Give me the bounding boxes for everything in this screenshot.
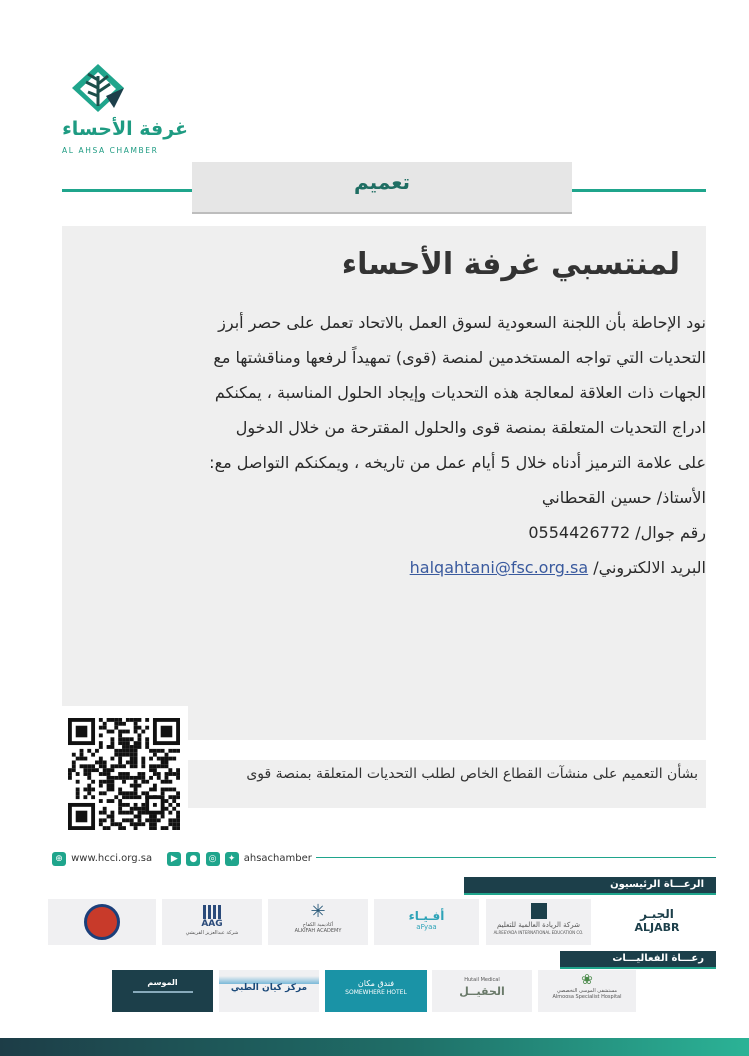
phone-number: 0554426772 [528,523,631,542]
event-sponsors-title: رعـــاة الفعاليـــات [560,951,716,967]
chamber-logo [56,62,196,162]
contact-strip [52,848,322,866]
sponsor-logo: الجبـر ALJABR [598,899,716,945]
website-link[interactable]: www.hcci.org.sa [71,853,153,864]
globe-icon: ⊕ [52,852,66,866]
event-sponsor-logo: ❀ مستشفى الموسى التخصصي Almoosa Specialist Hospital [538,970,636,1012]
twitter-icon[interactable]: ✦ [225,852,239,866]
phone-label: رقم جوال/ [635,523,706,542]
email-row [75,550,706,585]
sponsor-logo: AAG شركة عبدالعزيز القريشي [162,899,262,945]
main-sponsors-title: الرعـــاة الرئيسيون [464,877,716,893]
contact-name: الأستاذ/ حسين القحطاني [541,488,706,507]
phone-row [75,515,706,550]
footer-bar [0,1038,749,1056]
palm-logo-icon [70,62,126,114]
body-line: نود الإحاطة بأن اللجنة السعودية لسوق العمل بالاتحاد تعمل على حصر أبرز [218,313,706,332]
snapchat-icon[interactable]: ● [186,852,200,866]
event-sponsor-logo: فندق مكان SOMEWHERE HOTEL [325,970,427,1012]
event-sponsors-line [560,967,716,969]
page-title: تعميم [353,170,411,194]
email-label: البريد الالكتروني/ [593,558,706,577]
sponsor-logo: شركة الريادة العالمية للتعليم ALREEYADA INTERNATIONAL EDUCATION CO. [486,899,591,945]
strip-line [316,857,716,858]
sponsor-logo [48,899,156,945]
qr-code-icon[interactable] [68,718,180,830]
content-body [75,305,706,585]
logo-arabic-text: غرفة الأحساء [62,118,188,140]
instagram-icon[interactable]: ◎ [206,852,220,866]
body-line: على علامة الترميز أدناه خلال 5 أيام عمل من تاريخه ، ويمكنكم التواصل مع: [209,453,706,472]
youtube-icon[interactable]: ▶ [167,852,181,866]
event-sponsor-logo: الموسم [112,970,213,1012]
logo-english-text: AL AHSA CHAMBER [62,146,159,155]
email-link[interactable]: halqahtani@fsc.org.sa [409,558,589,577]
social-handle[interactable]: ahsachamber [243,853,312,864]
sponsor-logo: أفـيـاء aFyaa [374,899,479,945]
subject-text: بشأن التعميم على منشآت القطاع الخاص لطلب التحديات المتعلقة بمنصة قوى [246,766,698,782]
body-line: الجهات ذات العلاقة لمعالجة هذه التحديات وإيجاد الحلول المناسبة ، يمكنكم [214,383,706,402]
content-heading: لمنتسبي غرفة الأحساء [341,247,680,282]
body-line: ادراج التحديات المتعلقة بمنصة قوى والحلول المقترحة من خلال الدخول [235,418,706,437]
main-sponsors-line [464,893,716,895]
event-sponsor-logo: Hutail Medical الحقيــل [432,970,532,1012]
event-sponsor-logo: مركز كيان الطبي [219,970,319,1012]
sponsor-logo: ✳ أكاديمية الكفاح ALKIFAH ACADEMY [268,899,368,945]
body-line: التحديات التي تواجه المستخدمين لمنصة (قوى) تمهيداً لرفعها ومناقشتها مع [213,348,706,367]
